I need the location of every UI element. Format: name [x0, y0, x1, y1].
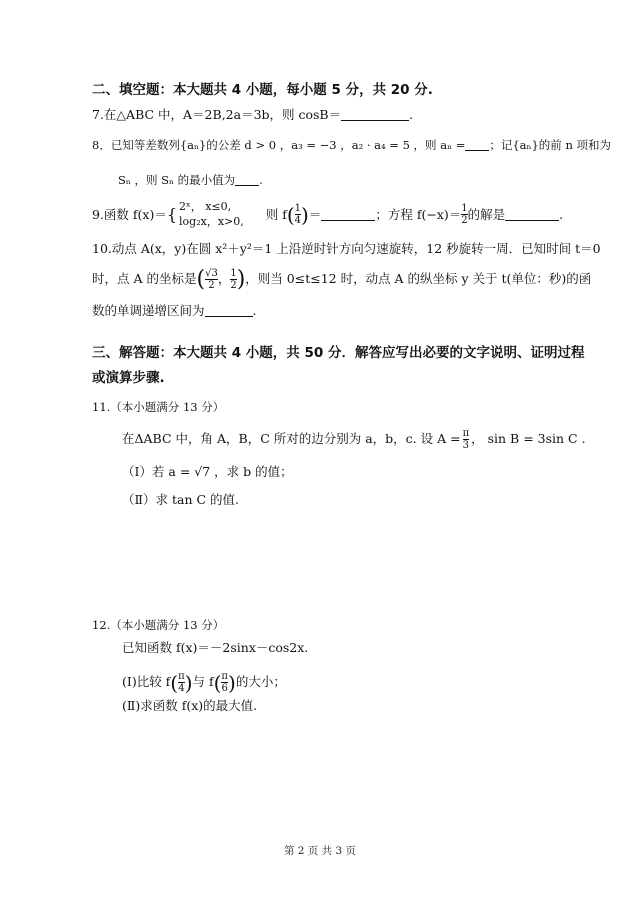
q10-coord-den1: 2: [208, 280, 215, 291]
q9-eq: ＝: [308, 206, 322, 222]
q12-paren-left-icon-2: (: [213, 670, 222, 695]
q9-prefix: 9.函数 f(x)＝: [92, 206, 167, 222]
q12-paren-left-icon-1: (: [170, 670, 179, 695]
q10-coord-sep: ，: [217, 271, 231, 287]
q11-three: 3: [462, 440, 470, 451]
q12-paren-right-icon-1: ): [184, 670, 193, 695]
q8-line2-end: .: [259, 173, 263, 187]
question-11-part1: （Ⅰ）若 a = √7 ，求 b 的值；: [122, 464, 293, 479]
q10-line3: 数的单调递增区间为: [92, 303, 205, 318]
q9-blank-2: [505, 208, 559, 221]
q9-paren-right-icon: ): [301, 202, 309, 227]
question-12-part2: (Ⅱ)求函数 f(x)的最大值.: [122, 698, 258, 713]
question-11-stem: [122, 428, 586, 451]
q10-line3-end: .: [252, 303, 257, 318]
question-10-line1: 10.动点 A(x，y)在圆 x²＋y²＝1 上沿逆时针方向匀速旋转，12 秒旋转一周．已知时间 t＝0: [92, 241, 601, 256]
question-10-line2: [92, 268, 591, 291]
q12-p2-den: 6: [221, 683, 228, 694]
section3-heading-line1: 三、解答题：本大题共 4 小题，共 50 分．解答应写出必要的文字说明、证明过程: [92, 345, 585, 361]
q9-tail: 的解是: [467, 206, 506, 222]
q10-coord-num2: 1: [230, 268, 237, 279]
q11-pi: π: [462, 428, 470, 439]
q7-text: 7.在△ABC 中，A＝2B,2a＝3b，则 cosB＝: [92, 107, 342, 122]
q10-line2-post: ，则当 0≤t≤12 时，动点 A 的纵坐标 y 关于 t(单位：秒)的函: [245, 271, 592, 287]
q12-p2-num: π: [221, 671, 228, 682]
q9-arg-num: 1: [294, 203, 302, 215]
q7-end: .: [409, 107, 414, 122]
question-8-line1: [92, 138, 611, 152]
q12-fraction-2: [221, 671, 228, 694]
q10-coord-num1: √3: [205, 268, 218, 279]
question-11-title: 11.（本小题满分 13 分）: [92, 400, 225, 414]
q10-paren-right-icon: ): [236, 266, 246, 292]
q12-paren-right-icon-2: ): [228, 670, 236, 695]
q10-paren-left-icon: (: [196, 266, 206, 292]
q8-blank-an: [465, 138, 489, 151]
q9-after: ；方程 f(−x)＝: [375, 206, 462, 222]
q9-case1: 2ˣ， x≤0,: [179, 200, 232, 213]
q12-part1-pre: (Ⅰ)比较 f: [122, 674, 171, 690]
question-11-part2: （Ⅱ）求 tan C 的值.: [122, 492, 239, 507]
q9-blank-1: [321, 208, 375, 221]
question-9: [92, 200, 563, 230]
q8-blank-sn: [235, 173, 259, 186]
q12-p1-den: 4: [178, 683, 185, 694]
question-8-line2: [118, 173, 263, 187]
q8-line1-mid: ；记{aₙ}的前 n 项和为: [489, 138, 612, 152]
page-footer: 第 2 页 共 3 页: [283, 845, 357, 857]
q9-mid: 则 f: [265, 206, 287, 222]
q9-end: .: [559, 206, 564, 222]
q12-part1-post: 的大小；: [235, 674, 286, 690]
section3-heading-line2: 或演算步骤.: [92, 370, 165, 386]
q11-stem-post: ， sin B = 3sin C .: [471, 431, 586, 447]
q7-answer-blank: [341, 108, 409, 121]
question-7: [92, 108, 413, 122]
q9-case2: log₂x，x>0,: [179, 214, 244, 228]
q8-line1: 8．已知等差数列{aₙ}的公差 d > 0 ，a₃ = −3 ，a₂ · a₄ = 5 ，则 aₙ =: [92, 138, 466, 152]
q9-arg-den: 4: [294, 215, 302, 227]
q12-part1-mid: 与 f: [192, 674, 214, 690]
q9-half-num: 1: [461, 203, 468, 215]
q12-fraction-1: [178, 671, 185, 694]
q11-stem-pre: 在ΔABC 中，角 A，B，C 所对的边分别为 a，b，c. 设 A =: [122, 431, 461, 447]
q12-p1-num: π: [178, 671, 185, 682]
q9-brace-icon: {: [166, 204, 178, 224]
question-10-line3: [92, 304, 257, 318]
q9-half-den: 2: [461, 215, 468, 227]
q11-pi-over-3: [463, 428, 470, 451]
question-12-stem: 已知函数 f(x)＝－2sinx－cos2x.: [122, 640, 309, 655]
q9-cases: [179, 200, 244, 230]
q9-paren-left-icon: (: [286, 202, 295, 227]
q10-line2-pre: 时，点 A 的坐标是: [92, 271, 197, 287]
section2-heading: 二、填空题：本大题共 4 小题，每小题 5 分，共 20 分.: [92, 82, 433, 98]
q10-answer-blank: [205, 304, 253, 317]
question-12-part1: [122, 671, 286, 694]
q10-coord-den2: 2: [230, 280, 237, 291]
q8-line2: Sₙ ，则 Sₙ 的最小值为: [118, 173, 236, 187]
question-12-title: 12.（本小题满分 13 分）: [92, 618, 225, 632]
q10-coord-fraction-1: [205, 268, 218, 291]
